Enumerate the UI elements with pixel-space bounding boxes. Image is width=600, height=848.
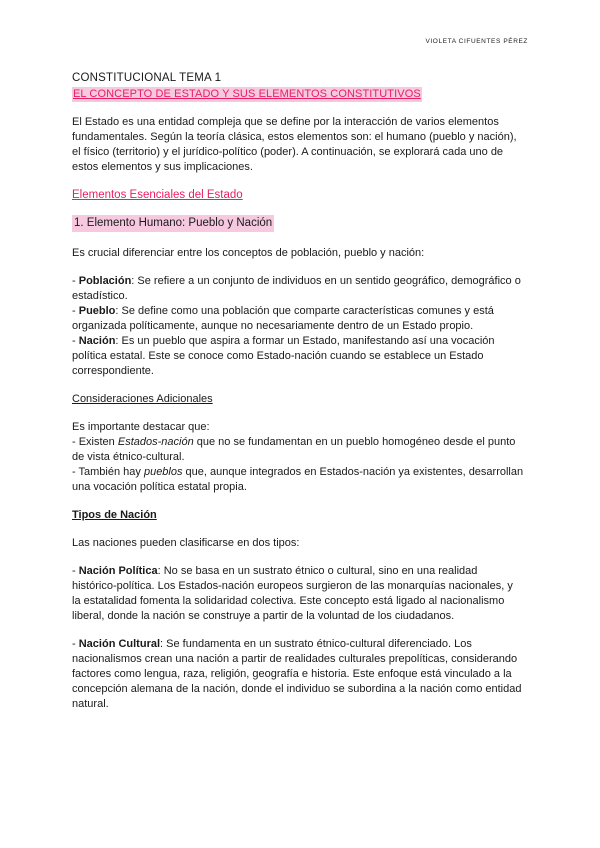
subsection-intro: Es crucial diferenciar entre los conceptos de población, pueblo y nación: — [72, 247, 425, 259]
intro-line: El Estado es una entidad compleja que se define por la interacción de varios elementos — [72, 116, 499, 128]
intro-line: el físico (territorio) y el jurídico-político (poder). A continuación, se explorará cada uno de — [72, 146, 504, 158]
paragraph-line: histórico-política. Los Estados-nación europeos surgieron de las monarquías nacionales, y — [72, 580, 513, 592]
definition-line: organizada políticamente, aunque no necesariamente dentro de un Estado propio. — [72, 320, 474, 332]
paragraph-line: liberal, donde la nación se construye a partir de la voluntad de los ciudadanos. — [72, 610, 455, 622]
definition-list — [72, 274, 534, 379]
term-pueblo: Pueblo — [78, 305, 116, 317]
nation-types-intro: Las naciones pueden clasificarse en dos tipos: — [72, 537, 300, 549]
considerations-list — [72, 420, 534, 495]
paragraph-line: la estatalidad fomenta la solidaridad colectiva. Este concepto está ligado al nacionalismo — [72, 595, 505, 607]
definition-nacion: - Nación: Es un pueblo que aspira a formar un Estado, manifestando así una vocación — [72, 335, 495, 347]
term-poblacion: Población — [78, 275, 132, 287]
intro-line: fundamentales. Según la teoría clásica, estos elementos son: el humano (pueblo y nación), — [72, 131, 517, 143]
consideration-line: de vista étnico-cultural. — [72, 451, 185, 463]
definition-line: política estatal. Este se conoce como Estado-nación cuando se establece un Estado — [72, 350, 484, 362]
definition-poblacion: - Población: Se refiere a un conjunto de individuos en un sentido geográfico, demográfico o — [72, 275, 521, 287]
consideration-item: - También hay pueblos que, aunque integrados en Estados-nación ya existentes, desarrollan — [72, 466, 524, 478]
course-title: CONSTITUCIONAL TEMA 1 — [72, 72, 222, 84]
subsection-heading-elemento-humano: 1. Elemento Humano: Pueblo y Nación — [72, 215, 274, 232]
definition-line: estadístico. — [72, 290, 128, 302]
definition-line: correspondiente. — [72, 365, 154, 377]
author-name: VIOLETA CIFUENTES PÉREZ — [425, 38, 528, 45]
term-nacion-cultural: Nación Cultural — [78, 638, 161, 650]
nation-types-heading: Tipos de Nación — [72, 509, 157, 521]
intro-paragraph — [72, 115, 534, 175]
paragraph-line: concepción alemana de la nación, donde el individuo se subordina a la nación como entidad — [72, 683, 522, 695]
considerations-heading: Consideraciones Adicionales — [72, 393, 213, 405]
document-body — [72, 71, 534, 712]
nation-cultural-paragraph: - Nación Cultural: Se fundamenta en un sustrato étnico-cultural diferenciado. Los nacionalismos crean una nación a partir de realidades culturales prepolíticas, considerando factores como lengua, raza, religión, geografía e historia. Este enfoque está vinculado a la concepción alemana de la nación, donde el individuo se subordina a la nación como entidad natural. — [72, 637, 534, 712]
consideration-line: una vocación política estatal propia. — [72, 481, 247, 493]
nation-political-paragraph: - Nación Política: No se basa en un sustrato étnico o cultural, sino en una realidad histórico-política. Los Estados-nación europeos surgieron de las monarquías nacionales, y la estatalidad fomenta la solidaridad colectiva. Este concepto está ligado al nacionalismo liberal, donde la nación se construye a partir de la voluntad de los ciudadanos. — [72, 564, 534, 624]
definition-pueblo: - Pueblo: Se define como una población que comparte características comunes y está — [72, 305, 494, 317]
term-nacion-politica: Nación Política — [78, 565, 158, 577]
term-nacion: Nación — [78, 335, 116, 347]
topic-title: EL CONCEPTO DE ESTADO Y SUS ELEMENTOS CONSTITUTIVOS — [73, 88, 421, 100]
considerations-intro: Es importante destacar que: — [72, 421, 210, 433]
paragraph-line: nacionalismos crean una nación a partir de realidades culturales prepolíticas, considerando — [72, 653, 518, 665]
paragraph-line: natural. — [72, 698, 109, 710]
consideration-item: - Existen Estados-nación que no se fundamentan en un pueblo homogéneo desde el punto — [72, 436, 516, 448]
section-heading-elementos: Elementos Esenciales del Estado — [72, 189, 243, 201]
paragraph-line: factores como lengua, raza, religión, geografía e historia. Este enfoque está vinculado a la — [72, 668, 512, 680]
intro-line: estos elementos y sus implicaciones. — [72, 161, 253, 173]
